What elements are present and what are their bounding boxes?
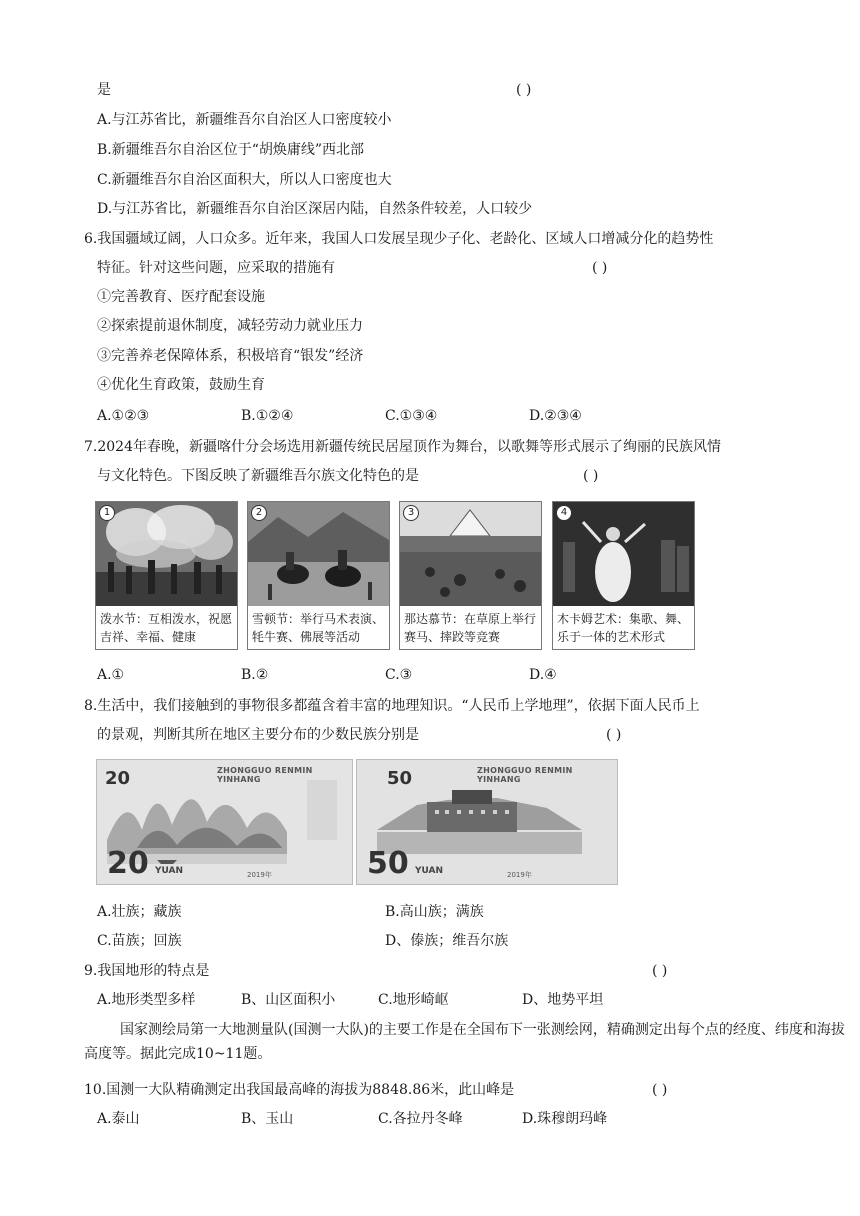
q8-option-a: A.壮族；藏族: [97, 904, 182, 920]
photo-caption-1: 泼水节：互相泼水，祝愿吉祥、幸福、健康: [100, 612, 233, 644]
q10-option-a: A.泰山: [97, 1111, 140, 1127]
note20-value: 20: [107, 846, 149, 881]
q7-stem-line2: 与文化特色。下图反映了新疆维吾尔族文化特色的是: [97, 468, 419, 484]
q6-option-d: D.②③④: [529, 408, 582, 424]
note20-unit: YUAN: [155, 866, 184, 876]
photo-card-3: [399, 501, 542, 650]
material-passage: 国家测绘局第一大地测量队(国测一大队)的主要工作是在全国布下一张测绘网，精确测定出每个点的经度、纬度和海拔高度等。据此完成10~11题。: [84, 1022, 845, 1062]
q9-option-d: D、地势平坦: [522, 992, 604, 1008]
q10-option-b: B、玉山: [241, 1111, 294, 1127]
note20-year: 2019年: [247, 871, 272, 879]
q9-option-a: A.地形类型多样: [97, 992, 196, 1008]
q6-answer-paren: ( ): [592, 260, 608, 276]
note20-header: ZHONGGUO RENMIN YINHANG: [217, 766, 313, 784]
q5-answer-paren: ( ): [516, 82, 532, 98]
q10-option-c: C.各拉丹冬峰: [378, 1111, 463, 1127]
q9-stem: 9.我国地形的特点是: [84, 963, 210, 979]
banknote-20: [96, 759, 353, 885]
q10-option-d: D.珠穆朗玛峰: [522, 1111, 608, 1127]
photo-card-2: [247, 501, 390, 650]
q7-option-c: C.③: [385, 667, 413, 683]
q7-option-a: A.①: [97, 667, 125, 683]
q9-option-c: C.地形崎岖: [378, 992, 449, 1008]
q6-option-c: C.①③④: [385, 408, 438, 424]
q10-stem: 10.国测一大队精确测定出我国最高峰的海拔为8848.86米，此山峰是: [84, 1082, 515, 1098]
q7-option-d: D.④: [529, 667, 557, 683]
q8-stem-line1: 8.生活中，我们接触到的事物很多都蕴含着丰富的地理知识。“人民币上学地理”，依据下面人民币上: [84, 698, 700, 714]
q6-stem-line1: 6.我国疆域辽阔，人口众多。近年来，我国人口发展呈现少子化、老龄化、区域人口增减分化的趋势性: [84, 231, 714, 247]
q5-option-c: C.新疆维吾尔自治区面积大，所以人口密度也大: [97, 172, 392, 188]
q8-answer-paren: ( ): [606, 727, 622, 743]
note50-corner-value: 50: [387, 768, 413, 789]
q10-answer-paren: ( ): [652, 1082, 668, 1098]
photo-card-4: [552, 501, 695, 650]
q8-option-b: B.高山族；满族: [385, 904, 484, 920]
q9-option-b: B、山区面积小: [241, 992, 336, 1008]
water-festival-photo: [96, 502, 237, 606]
q6-option-a: A.①②③: [97, 408, 150, 424]
q8-option-c: C.苗族；回族: [97, 933, 182, 949]
q5-option-d: D.与江苏省比，新疆维吾尔自治区深居内陆，自然条件较差，人口较少: [97, 201, 533, 217]
muqam-art-photo: [553, 502, 694, 606]
note20-corner-value: 20: [105, 768, 131, 789]
q6-statement-4: ④优化生育政策，鼓励生育: [97, 377, 265, 393]
note50-value: 50: [367, 846, 409, 881]
q5-option-a: A.与江苏省比，新疆维吾尔自治区人口密度较小: [97, 112, 392, 128]
q8-stem-line2: 的景观，判断其所在地区主要分布的少数民族分别是: [97, 727, 419, 743]
q6-statement-1: ①完善教育、医疗配套设施: [97, 289, 265, 305]
note50-header: ZHONGGUO RENMIN YINHANG: [477, 766, 573, 784]
photo-caption-3: 那达慕节：在草原上举行赛马、摔跤等竞赛: [404, 612, 537, 644]
photo-card-1: [95, 501, 238, 650]
q6-option-b: B.①②④: [241, 408, 294, 424]
q9-answer-paren: ( ): [652, 963, 668, 979]
photo-number-3: 3: [403, 505, 419, 521]
shoton-festival-photo: [248, 502, 389, 606]
photo-number-1: 1: [99, 505, 115, 521]
photo-caption-2: 雪顿节：举行马术表演、牦牛赛、佛展等活动: [252, 612, 385, 644]
banknote-50: [356, 759, 618, 885]
note50-year: 2019年: [507, 871, 532, 879]
naadam-festival-photo: [400, 502, 541, 606]
note50-unit: YUAN: [415, 866, 444, 876]
q6-statement-2: ②探索提前退休制度，减轻劳动力就业压力: [97, 318, 363, 334]
q5-option-b: B.新疆维吾尔自治区位于“胡焕庸线”西北部: [97, 142, 365, 158]
q7-option-b: B.②: [241, 667, 269, 683]
q6-stem-line2: 特征。针对这些问题，应采取的措施有: [97, 260, 335, 276]
q6-statement-3: ③完善养老保障体系，积极培育“银发”经济: [97, 348, 364, 364]
photo-caption-4: 木卡姆艺术：集歌、舞、乐于一体的艺术形式: [557, 612, 690, 644]
q5-stem-tail: 是: [97, 82, 111, 98]
q7-answer-paren: ( ): [583, 468, 599, 484]
q8-option-d: D、傣族；维吾尔族: [385, 933, 509, 949]
q7-stem-line1: 7.2024年春晚，新疆喀什分会场选用新疆传统民居屋顶作为舞台，以歌舞等形式展示了绚丽的民族风情: [84, 439, 721, 455]
photo-number-2: 2: [251, 505, 267, 521]
photo-number-4: 4: [556, 505, 572, 521]
